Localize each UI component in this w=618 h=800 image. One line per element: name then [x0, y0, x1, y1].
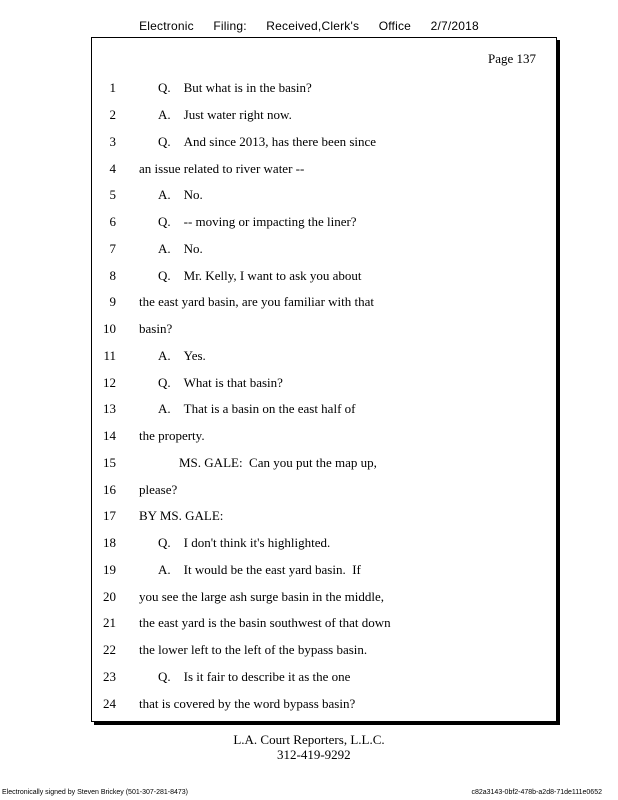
filing-header-filing: Filing:: [213, 19, 247, 33]
line-number: 22: [103, 642, 116, 657]
transcript-line: [92, 319, 556, 339]
transcript-line: [92, 212, 556, 232]
filing-header-received: Received,Clerk's: [266, 19, 360, 33]
line-text: Q. And since 2013, has there been since: [158, 134, 377, 149]
line-number: 20: [103, 589, 116, 604]
line-text: Q. But what is in the basin?: [158, 80, 312, 95]
line-text: Q. I don't think it's highlighted.: [158, 535, 331, 550]
transcript-line: [92, 78, 556, 98]
transcript-line: [92, 105, 556, 125]
court-reporter-phone: 312-419-9292: [277, 747, 351, 762]
line-text: BY MS. GALE:: [139, 508, 224, 523]
line-number: 5: [109, 187, 116, 202]
line-number: 6: [109, 214, 116, 229]
line-text: Q. Mr. Kelly, I want to ask you about: [158, 268, 362, 283]
line-number: 1: [109, 80, 116, 95]
filing-header-electronic: Electronic: [139, 19, 194, 33]
line-number: 17: [103, 508, 116, 523]
transcript-line: [92, 373, 556, 393]
line-number: 24: [103, 696, 116, 711]
line-text: A. Just water right now.: [158, 107, 292, 122]
filing-header: [0, 19, 618, 33]
line-number: 19: [103, 562, 116, 577]
document-hash: c82a3143-0bf2-478b-a2d8-71de111e0652: [471, 789, 602, 796]
transcript-line: [92, 292, 556, 312]
line-text: basin?: [139, 321, 173, 336]
transcript-line: [92, 667, 556, 687]
line-number: 9: [109, 294, 116, 309]
line-text: A. No.: [158, 241, 203, 256]
line-text: Q. -- moving or impacting the liner?: [158, 214, 357, 229]
transcript-line: [92, 640, 556, 660]
transcript-line: [92, 399, 556, 419]
line-number: 3: [109, 134, 116, 149]
transcript-line: [92, 239, 556, 259]
line-number: 4: [109, 161, 116, 176]
line-number: 8: [109, 268, 116, 283]
transcript-line: [92, 132, 556, 152]
line-text: the lower left to the left of the bypass basin.: [139, 642, 368, 657]
line-text: Q. What is that basin?: [158, 375, 283, 390]
line-number: 16: [103, 482, 116, 497]
line-text: that is covered by the word bypass basin?: [139, 696, 356, 711]
line-text: an issue related to river water --: [139, 161, 305, 176]
line-number: 21: [103, 615, 116, 630]
transcript-line: [92, 560, 556, 580]
line-text: Q. Is it fair to describe it as the one: [158, 669, 351, 684]
line-number: 7: [109, 241, 116, 256]
transcript-line: [92, 694, 556, 714]
transcript-line: [92, 266, 556, 286]
court-reporter-name: L.A. Court Reporters, L.L.C.: [233, 732, 385, 747]
page-number: Page 137: [487, 51, 536, 66]
filing-header-office: Office: [378, 19, 412, 33]
transcript-line: [92, 185, 556, 205]
line-text: A. Yes.: [158, 348, 206, 363]
line-number: 10: [103, 321, 116, 336]
line-text: A. No.: [158, 187, 203, 202]
transcript-line: [92, 587, 556, 607]
transcript-line: [92, 453, 556, 473]
transcript-line: [92, 533, 556, 553]
transcript-line: [92, 346, 556, 366]
line-number: 14: [103, 428, 116, 443]
transcript-line: [92, 159, 556, 179]
electronic-signature: Electronically signed by Steven Brickey (501-307-281-8473): [2, 789, 188, 796]
transcript-line: [92, 426, 556, 446]
line-text: A. That is a basin on the east half of: [158, 401, 356, 416]
filing-header-date: 2/7/2018: [430, 19, 479, 33]
line-text: MS. GALE: Can you put the map up,: [179, 455, 377, 470]
line-text: the east yard basin, are you familiar with that: [139, 294, 375, 309]
line-number: 11: [103, 348, 116, 363]
line-number: 18: [103, 535, 116, 550]
line-text: the east yard is the basin southwest of that down: [139, 615, 391, 630]
transcript-line: [92, 506, 556, 526]
line-number: 2: [109, 107, 116, 122]
line-text: A. It would be the east yard basin. If: [158, 562, 361, 577]
line-number: 23: [103, 669, 116, 684]
transcript-page: [91, 37, 557, 722]
transcript-line: [92, 613, 556, 633]
transcript-line: [92, 480, 556, 500]
line-number: 15: [103, 455, 116, 470]
line-text: you see the large ash surge basin in the middle,: [139, 589, 385, 604]
line-text: please?: [139, 482, 178, 497]
line-number: 13: [103, 401, 116, 416]
line-number: 12: [103, 375, 116, 390]
line-text: the property.: [139, 428, 205, 443]
